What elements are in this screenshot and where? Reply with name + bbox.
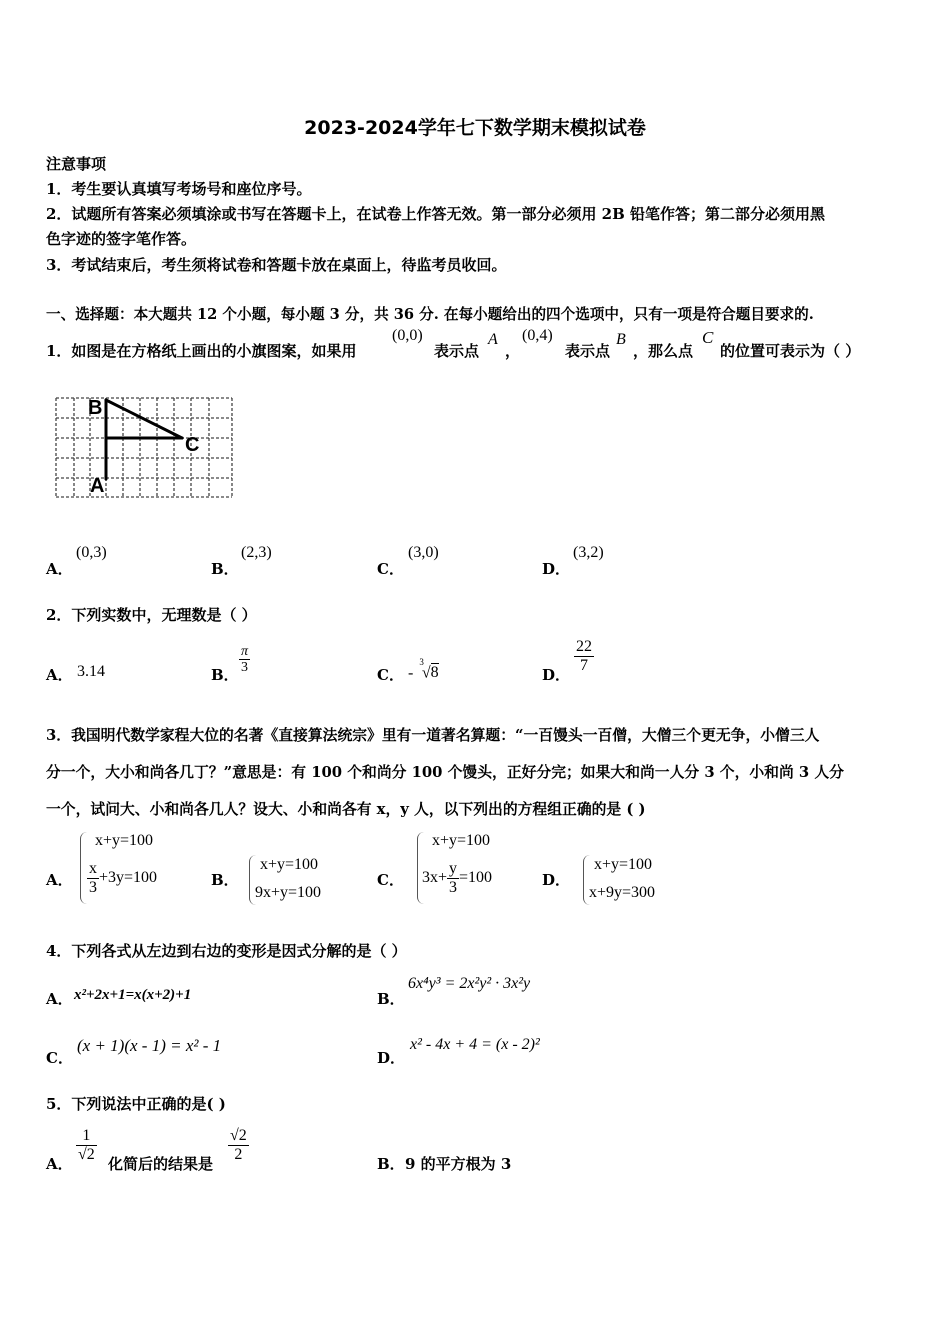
q5-a-res-num: √2 — [230, 1127, 247, 1144]
q2-option-c-label: C． — [377, 666, 404, 684]
q2-stem: 2．下列实数中，无理数是（ ） — [46, 606, 257, 624]
q2-b-num: π — [241, 644, 249, 659]
q3-c-eq2 — [422, 860, 492, 896]
notice-1: 1．考生要认真填写考场号和座位序号。 — [46, 180, 312, 198]
section-heading: 一、选择题：本大题共 12 个小题，每小题 3 分，共 36 分. 在每小题给出的四个选项中，只有一项是符合题目要求的. — [46, 306, 814, 323]
q3-a-den: 3 — [89, 878, 97, 896]
q1-option-d-label: D． — [542, 560, 571, 578]
q4-option-b-label: B． — [377, 990, 405, 1008]
q1-option-a-value: (0,3) — [76, 544, 107, 561]
flag-label-c: C — [185, 434, 200, 456]
q4-stem: 4．下列各式从左边到右边的变形是因式分解的是（ ） — [46, 942, 407, 960]
flag-label-a: A — [90, 475, 105, 497]
q1-option-a-label: A． — [46, 560, 73, 578]
q3-line-1: 3．我国明代数学家程大位的名著《直接算法统宗》里有一道著名算题：“一百馒头一百僧，大僧三个更无争，小僧三人 — [46, 727, 820, 744]
q5-option-b-text: 9 的平方根为 3 — [405, 1155, 512, 1173]
q3-option-a-label: A． — [46, 871, 73, 889]
q1-coord-a: (0,0) — [392, 327, 423, 344]
q3-option-d-label: D． — [542, 871, 571, 889]
notice-2: 2．试题所有答案必须填涂或书写在答题卡上，在试卷上作答无效。第一部分必须用 2B 铅笔作答；第二部分必须用黑 — [46, 205, 826, 223]
q5-a-num: 1 — [76, 1127, 97, 1146]
q3-d-eq1: x+y=100 — [594, 856, 653, 873]
q1-option-b-value: (2,3) — [241, 544, 272, 561]
q2-c-index: 3 — [419, 657, 424, 667]
notice-3: 3．考试结束后，考生须将试卷和答题卡放在桌面上，待监考员收回。 — [46, 256, 507, 274]
q2-option-a-label: A． — [46, 666, 73, 684]
q1-option-d-value: (3,2) — [573, 544, 604, 561]
q5-option-a-text: 化简后的结果是 — [108, 1155, 214, 1173]
q3-c-pre: 3x+ — [422, 868, 448, 886]
q2-option-b-label: B． — [211, 666, 239, 684]
q3-a-num: x — [89, 860, 97, 877]
notice-2-cont: 色字迹的签字笔作答。 — [46, 230, 197, 248]
q2-d-den: 7 — [580, 656, 588, 674]
q2-option-d-frac — [574, 638, 594, 674]
flag-label-b: B — [88, 397, 103, 419]
q3-option-c-label: C． — [377, 871, 404, 889]
q3-b-eq2: 9x+y=100 — [255, 884, 322, 901]
q2-d-num: 22 — [576, 638, 592, 655]
q4-option-c-label: C． — [46, 1049, 73, 1067]
q4-option-b-expr: 6x⁴y³ = 2x²y² · 3x²y — [408, 975, 531, 992]
flag-grid-svg — [54, 393, 236, 501]
q1-stem-prefix: 1．如图是在方格纸上画出的小旗图案，如果用 — [46, 342, 357, 360]
q5-option-a-result — [228, 1127, 249, 1163]
q2-option-b-frac — [239, 644, 250, 676]
flag-figure — [54, 393, 236, 501]
q3-d-eq2: x+9y=300 — [589, 884, 656, 901]
q2-option-a-value: 3.14 — [77, 663, 105, 680]
q3-c-eq1: x+y=100 — [432, 832, 491, 849]
q4-option-a-label: A． — [46, 990, 73, 1008]
q5-option-a-frac — [76, 1127, 97, 1163]
q2-b-den: 3 — [241, 660, 248, 676]
q5-a-res-den: 2 — [234, 1145, 243, 1163]
q4-option-d-expr: x² - 4x + 4 = (x - 2)² — [410, 1036, 540, 1053]
q1-mid1: 表示点 — [434, 342, 480, 360]
q1-suffix: 的位置可表示为（ ） — [720, 342, 861, 360]
q3-a-eq2-rest: +3y=100 — [99, 868, 158, 886]
q2-c-radicand: 8 — [430, 664, 439, 682]
q2-c-minus: - — [408, 664, 414, 682]
q1-option-c-value: (3,0) — [408, 544, 439, 561]
q3-c-num: y — [449, 860, 458, 877]
q1-coord-b: (0,4) — [522, 327, 553, 344]
q5-option-b-label: B． — [377, 1155, 405, 1173]
q1-mid3: ，那么点 — [633, 342, 694, 360]
q5-a-den: √2 — [78, 1145, 95, 1163]
q1-point-c: C — [702, 328, 714, 347]
q4-option-d-label: D． — [377, 1049, 406, 1067]
q3-c-den: 3 — [449, 878, 458, 896]
q1-option-b-label: B． — [211, 560, 239, 578]
q4-option-a-expr: x²+2x+1=x(x+2)+1 — [74, 987, 192, 1003]
q3-line-2: 分一个，大小和尚各几丁？”意思是：有 100 个和尚分 100 个馒头，正好分完；如果大和尚一人分 3 个，小和尚 3 人分 — [46, 764, 844, 781]
q2-option-d-label: D． — [542, 666, 571, 684]
q3-line-3: 一个，试问大、小和尚各几人？设大、小和尚各有 x，y 人，以下列出的方程组正确的是 ( ) — [46, 801, 646, 818]
q2-option-c-value: - $^3$√8 — [408, 657, 439, 682]
q1-point-a: A — [488, 331, 498, 348]
notice-heading: 注意事项 — [46, 155, 107, 173]
page-title: 2023-2024学年七下数学期末模拟试卷 — [304, 117, 646, 139]
q3-a-eq2 — [87, 860, 157, 896]
q3-a-eq1: x+y=100 — [95, 832, 154, 849]
q5-stem: 5．下列说法中正确的是( ) — [46, 1095, 226, 1113]
q4-option-c-expr: (x + 1)(x - 1) = x² - 1 — [77, 1036, 222, 1055]
q3-b-eq1: x+y=100 — [260, 856, 319, 873]
q1-point-b: B — [616, 331, 626, 348]
q3-c-eq2-rest: =100 — [459, 868, 493, 886]
q3-option-b-label: B． — [211, 871, 239, 889]
q3-a-brace — [80, 832, 87, 904]
q5-option-a-label: A． — [46, 1155, 73, 1173]
q1-comma: ， — [505, 342, 521, 360]
q1-option-c-label: C． — [377, 560, 404, 578]
q1-mid2: 表示点 — [565, 342, 611, 360]
